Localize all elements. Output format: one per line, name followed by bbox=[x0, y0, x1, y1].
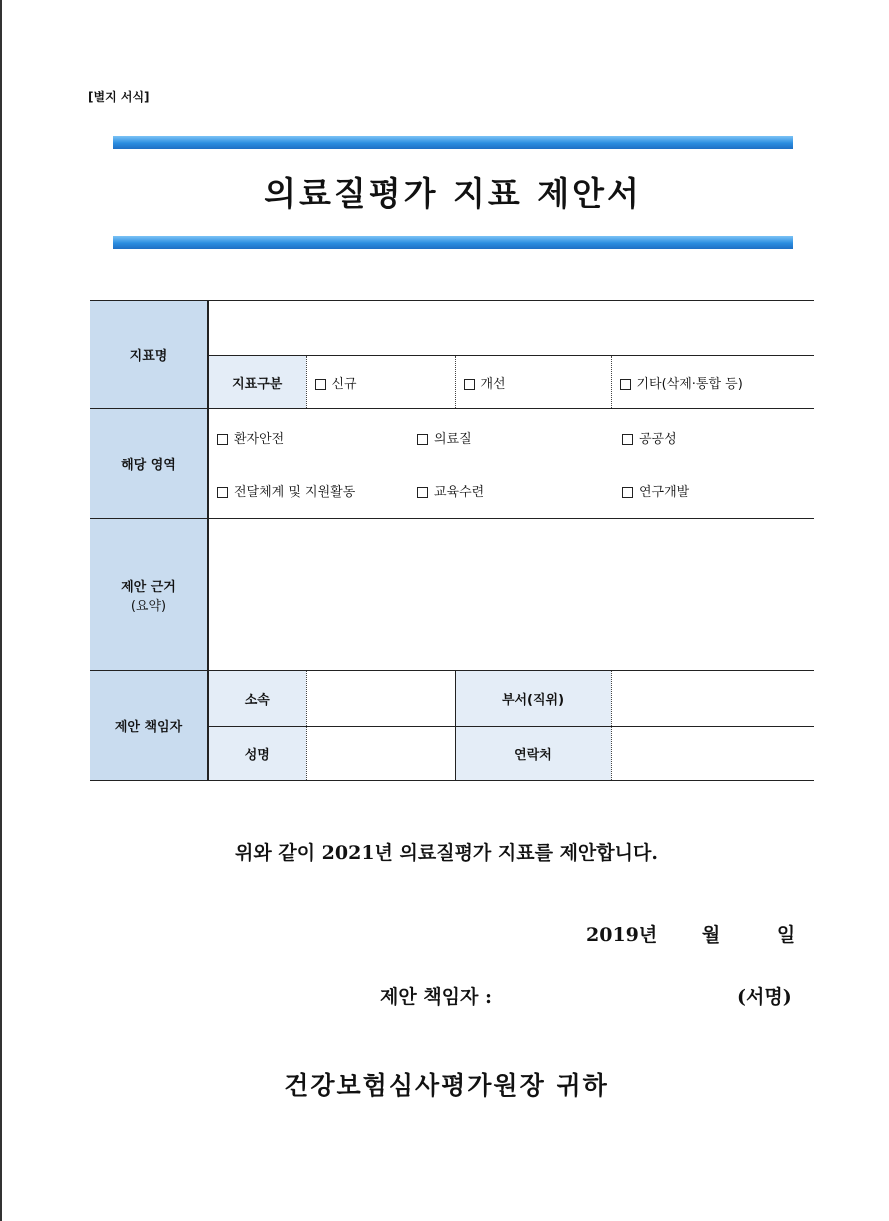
date-month: 월 bbox=[701, 924, 721, 946]
proposal-statement: 위와 같이 2021년 의료질평가 지표를 제안합니다. bbox=[235, 842, 658, 864]
proposal-form-table bbox=[90, 300, 814, 781]
type-option-other[interactable]: 기타(삭제·통합 등) bbox=[611, 356, 814, 409]
checkbox-icon[interactable] bbox=[217, 487, 228, 498]
basis-row bbox=[90, 519, 814, 671]
type-option-improve[interactable]: 개선 bbox=[455, 356, 611, 409]
department-label: 부서(직위) bbox=[455, 671, 611, 727]
area-row bbox=[90, 409, 814, 519]
date-line bbox=[586, 920, 795, 947]
basis-field[interactable] bbox=[208, 519, 814, 671]
proposer-label: 제안 책임자 bbox=[90, 671, 208, 781]
contact-label: 연락처 bbox=[455, 727, 611, 781]
checkbox-icon[interactable] bbox=[315, 379, 326, 390]
affiliation-field[interactable] bbox=[306, 671, 455, 727]
affiliation-row bbox=[90, 671, 814, 727]
date-day: 일 bbox=[776, 924, 796, 946]
area-options bbox=[208, 409, 814, 519]
addressee: 건강보험심사평가원장 귀하 bbox=[284, 1071, 609, 1100]
title-bar-top bbox=[113, 136, 793, 149]
indicator-type-label: 지표구분 bbox=[208, 356, 306, 409]
title-bar-bottom bbox=[113, 236, 793, 249]
basis-label: 제안 근거 (요약) bbox=[90, 519, 208, 671]
checkbox-icon[interactable] bbox=[622, 434, 633, 445]
indicator-name-row bbox=[90, 301, 814, 356]
area-label: 해당 영역 bbox=[90, 409, 208, 519]
area-option-public[interactable]: 공공성 bbox=[622, 428, 812, 447]
checkbox-icon[interactable] bbox=[464, 379, 475, 390]
affiliation-label: 소속 bbox=[208, 671, 306, 727]
checkbox-icon[interactable] bbox=[417, 434, 428, 445]
checkbox-icon[interactable] bbox=[417, 487, 428, 498]
type-option-new[interactable]: 신규 bbox=[306, 356, 455, 409]
area-option-research[interactable]: 연구개발 bbox=[622, 481, 812, 500]
area-option-delivery[interactable]: 전달체계 및 지원활동 bbox=[217, 481, 417, 500]
indicator-name-field[interactable] bbox=[208, 301, 814, 356]
area-option-quality[interactable]: 의료질 bbox=[417, 428, 622, 447]
department-field[interactable] bbox=[611, 671, 814, 727]
form-label: [별지 서식] bbox=[88, 90, 150, 104]
indicator-name-label: 지표명 bbox=[90, 301, 208, 409]
name-field[interactable] bbox=[306, 727, 455, 781]
checkbox-icon[interactable] bbox=[620, 379, 631, 390]
date-year: 2019년 bbox=[586, 924, 658, 946]
checkbox-icon[interactable] bbox=[217, 434, 228, 445]
checkbox-icon[interactable] bbox=[622, 487, 633, 498]
signer-label: 제안 책임자 : bbox=[380, 986, 493, 1008]
area-option-patient-safety[interactable]: 환자안전 bbox=[217, 428, 417, 447]
document-title: 의료질평가 지표 제안서 bbox=[264, 174, 642, 213]
name-label: 성명 bbox=[208, 727, 306, 781]
area-option-education[interactable]: 교육수련 bbox=[417, 481, 622, 500]
signature-label: (서명) bbox=[737, 986, 792, 1008]
contact-field[interactable] bbox=[611, 727, 814, 781]
